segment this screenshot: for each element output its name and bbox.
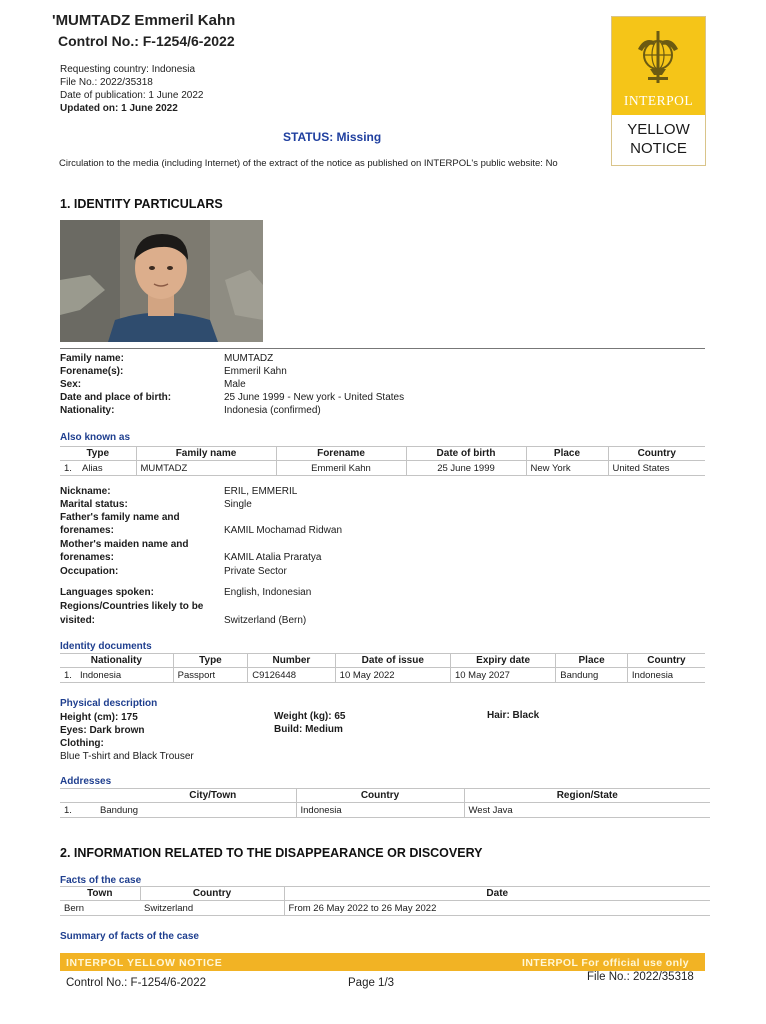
footer-file-number: File No.: 2022/35318 — [587, 971, 694, 983]
doc-row-place: Bandung — [556, 668, 628, 683]
family-name-label: Family name: — [60, 353, 124, 364]
updated-date: Updated on: 1 June 2022 — [60, 103, 178, 114]
aka-col-forename: Forename — [276, 447, 406, 461]
doc-row-number: C9126448 — [248, 668, 335, 683]
doc-col-country: Country — [647, 655, 686, 666]
addresses-title: Addresses — [60, 776, 112, 787]
footer-page-number: Page 1/3 — [348, 977, 395, 989]
doc-col-type: Type — [173, 654, 248, 668]
doc-row-country: Indonesia — [631, 669, 674, 681]
aka-row-dob: 25 June 1999 — [406, 461, 526, 476]
section-disappearance-title: 2. INFORMATION RELATED TO THE DISAPPEARANCE OR DISCOVERY — [60, 846, 483, 860]
addresses-table — [60, 788, 710, 818]
footer-notice-label: INTERPOL YELLOW NOTICE — [66, 957, 223, 969]
address-row-region: West Java — [468, 804, 513, 816]
logo-yellow-panel — [612, 17, 705, 115]
aka-row-place: New York — [526, 461, 608, 476]
table-row — [60, 461, 705, 476]
birth-value: 25 June 1999 - New york - United States — [224, 392, 405, 403]
occupation-label: Occupation: — [60, 566, 119, 577]
languages-value: English, Indonesian — [224, 587, 312, 598]
clothing-label: Clothing: — [60, 738, 104, 749]
aka-row-forename: Emmeril Kahn — [276, 461, 406, 476]
doc-col-place: Place — [556, 654, 628, 668]
table-row — [60, 901, 710, 916]
facts-title: Facts of the case — [60, 875, 142, 886]
aka-col-country: Country — [637, 448, 676, 459]
doc-row-expiry-date: 10 May 2027 — [450, 668, 555, 683]
interpol-yellow-notice-logo — [611, 16, 706, 166]
subject-photo — [60, 220, 263, 342]
facts-header-row — [60, 887, 710, 901]
clothing-value: Blue T-shirt and Black Trouser — [60, 751, 194, 760]
subject-photo-image — [60, 220, 263, 342]
hair-field: Hair: Black — [487, 710, 540, 721]
address-row-country: Indonesia — [296, 803, 464, 818]
interpol-emblem-icon — [636, 29, 680, 87]
regions-value: Switzerland (Bern) — [224, 615, 307, 626]
addresses-header-row — [60, 789, 710, 803]
identity-documents-table — [60, 653, 705, 683]
logo-notice-line2: NOTICE — [630, 140, 687, 157]
birth-label: Date and place of birth: — [60, 392, 172, 403]
facts-col-country: Country — [140, 887, 284, 901]
facts-row-town: Bern — [64, 902, 85, 914]
address-col-country: Country — [296, 789, 464, 803]
mother-name-value: KAMIL Atalia Praratya — [224, 552, 322, 563]
identity-documents-header-row — [60, 654, 705, 668]
facts-table — [60, 886, 710, 916]
height-field: Height (cm): 175 — [60, 712, 138, 723]
mother-name-label-line1: Mother's maiden name and — [60, 539, 189, 550]
sex-value: Male — [224, 379, 246, 390]
publication-date: Date of publication: 1 June 2022 — [60, 90, 204, 101]
father-name-label-line2: forenames: — [60, 525, 114, 536]
control-number-title: Control No.: F-1254/6-2022 — [58, 33, 235, 49]
identity-divider — [60, 348, 705, 349]
aka-col-family-name: Family name — [136, 447, 276, 461]
logo-interpol-word: INTERPOL — [623, 93, 694, 108]
occupation-value: Private Sector — [224, 566, 287, 577]
nickname-value: ERIL, EMMERIL — [224, 486, 298, 497]
aka-row-family-name: MUMTADZ — [136, 461, 276, 476]
marital-status-label: Marital status: — [60, 499, 128, 510]
weight-field: Weight (kg): 65 — [274, 711, 346, 722]
doc-row-type: Passport — [173, 668, 248, 683]
aka-col-type: Type — [60, 447, 136, 461]
doc-col-nationality: Nationality — [60, 654, 173, 668]
aka-title: Also known as — [60, 432, 131, 443]
address-col-region: Region/State — [556, 790, 618, 801]
logo-notice-line1: YELLOW — [627, 121, 690, 138]
aka-row-index: 1. — [64, 462, 72, 474]
nickname-label: Nickname: — [60, 486, 111, 497]
facts-col-date: Date — [486, 888, 509, 899]
aka-header-row — [60, 447, 705, 461]
section-identity-title: 1. IDENTITY PARTICULARS — [60, 197, 223, 211]
facts-row-country: Switzerland — [140, 901, 284, 916]
father-name-value: KAMIL Mochamad Ridwan — [224, 525, 343, 536]
eyes-field: Eyes: Dark brown — [60, 725, 145, 736]
marital-status-value: Single — [224, 499, 252, 510]
doc-col-number: Number — [248, 654, 335, 668]
build-field: Build: Medium — [274, 724, 343, 735]
footer-control-number: Control No.: F-1254/6-2022 — [66, 977, 206, 989]
address-row-index: 1. — [64, 804, 72, 816]
table-row — [60, 668, 705, 683]
footer-official-use-label: INTERPOL For official use only — [522, 957, 689, 969]
nationality-label: Nationality: — [60, 405, 115, 416]
father-name-label-line1: Father's family name and — [60, 512, 180, 523]
physical-description-title: Physical description — [60, 698, 158, 709]
languages-label: Languages spoken: — [60, 587, 154, 598]
circulation-note: Circulation to the media (including Internet) of the extract of the notice as published on INTERPOL's public website: No — [59, 158, 558, 169]
person-name-title: 'MUMTADZ Emmeril Kahn — [52, 12, 236, 29]
requesting-country: Requesting country: Indonesia — [60, 64, 196, 75]
aka-table — [60, 446, 705, 476]
address-col-city: City/Town — [60, 789, 296, 803]
doc-row-nationality: Indonesia — [76, 668, 173, 683]
summary-of-facts-title: Summary of facts of the case — [60, 931, 199, 942]
mother-name-label-line2: forenames: — [60, 552, 114, 563]
doc-col-date-of-issue: Date of issue — [335, 654, 450, 668]
aka-col-dob: Date of birth — [406, 447, 526, 461]
regions-label-line2: visited: — [60, 615, 96, 626]
address-row-city: Bandung — [96, 803, 296, 818]
aka-row-type: Alias — [78, 461, 136, 476]
doc-row-index: 1. — [64, 669, 72, 681]
doc-col-expiry-date: Expiry date — [450, 654, 555, 668]
aka-col-place: Place — [526, 447, 608, 461]
forename-value: Emmeril Kahn — [224, 366, 287, 377]
sex-label: Sex: — [60, 379, 82, 390]
file-number: File No.: 2022/35318 — [60, 77, 153, 88]
status-label: STATUS: Missing — [283, 130, 382, 144]
identity-documents-title: Identity documents — [60, 641, 152, 652]
forename-label: Forename(s): — [60, 366, 124, 377]
family-name-value: MUMTADZ — [224, 353, 274, 364]
aka-row-country: United States — [612, 462, 670, 474]
facts-row-date: From 26 May 2022 to 26 May 2022 — [288, 902, 437, 914]
table-row — [60, 803, 710, 818]
facts-col-town: Town — [60, 887, 140, 901]
doc-row-date-of-issue: 10 May 2022 — [335, 668, 450, 683]
regions-label-line1: Regions/Countries likely to be — [60, 601, 204, 612]
nationality-value: Indonesia (confirmed) — [224, 405, 321, 416]
